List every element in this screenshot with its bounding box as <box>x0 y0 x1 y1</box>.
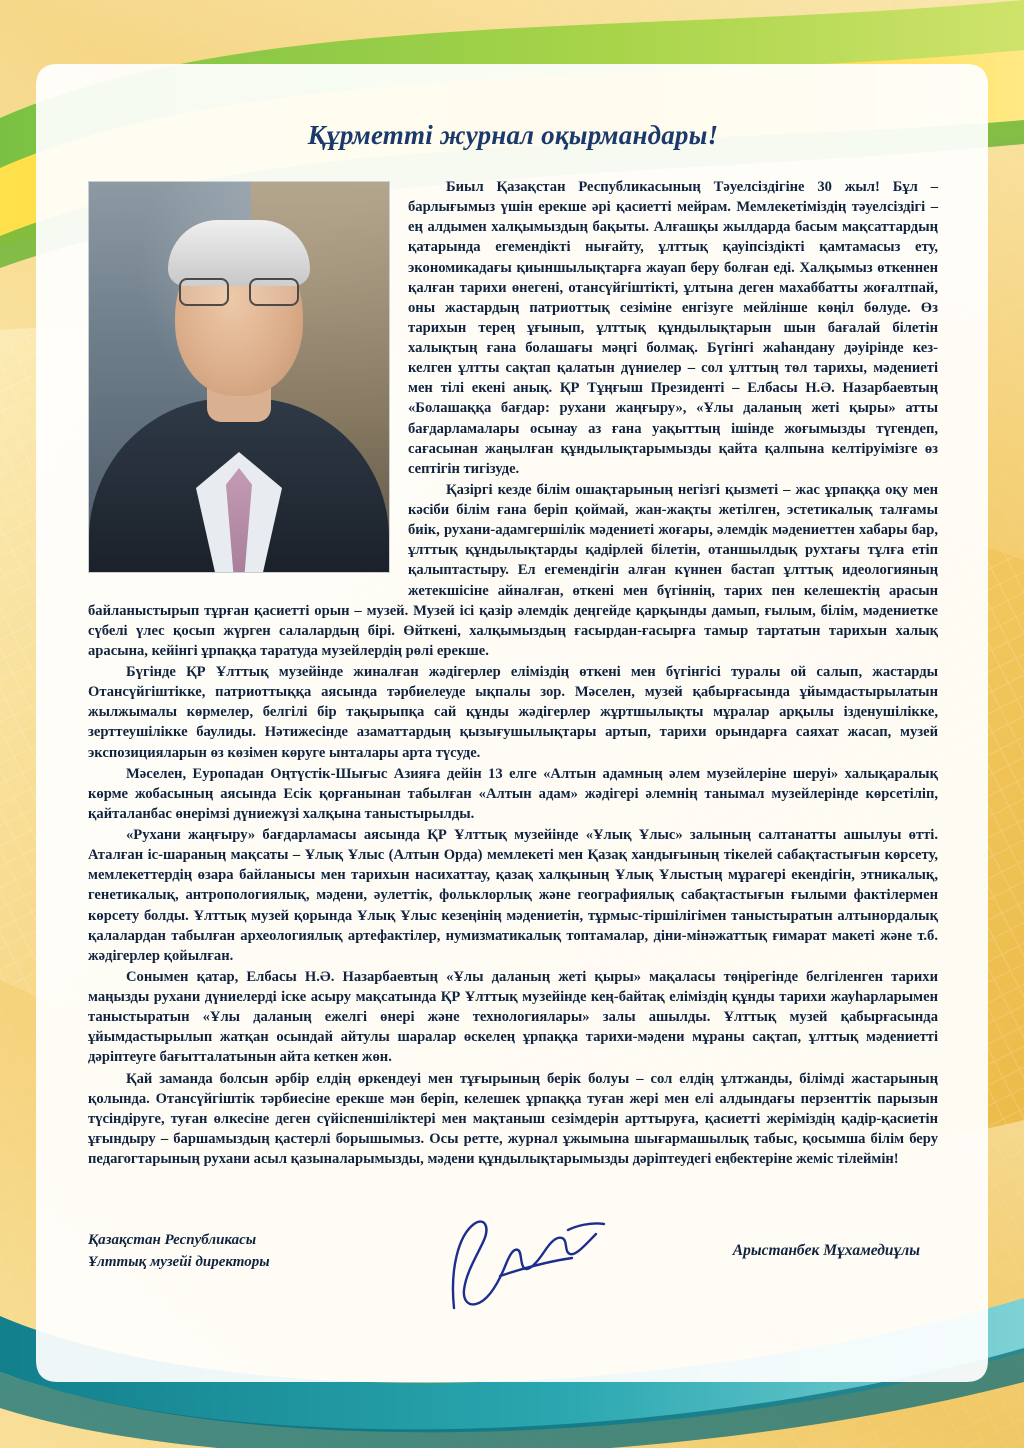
page-title: Құрметті журнал оқырмандары! <box>307 120 719 150</box>
paragraph: Бүгінде ҚР Ұлттық музейінде жиналған жәдігерлер еліміздің өткені мен бүгінгісі туралы ой салып, жастарды Отансүйгіштікке, патриоттыққа аясында тәрбиелеуде ықпалы зор. Мәселен, музей қабырғасында ұйымдастырылатын жылжымалы көрмелер, белгілі бір тақырыпқа сай құнды жәдігерлер жұртшылықты мұралар арқылы ізденушілікке, зерттеушілікке баулиды. Нәтижесінде азаматтардың қызығушылықтары артып, тарихи орындарға саяхат жасап, музей экспозицияларын өз көзімен көруге ынталары арта түсуде. <box>88 664 938 761</box>
handwritten-signature-icon <box>440 1212 620 1316</box>
paragraph: Қазіргі кезде білім ошақтарының негізгі қызметі – жас ұрпаққа оқу мен кәсіби білім ғана беріп қоймай, жан-жақты жетілген, эстетикалық талғамы биік, рухани-адамгершілік мәдениеті жоғары, әлемдік мәдениеттен хабары бар, ұлттық құндылықтарды қадірлей білетін, отаншылдық рухтағы тұлға етіп қалыптастыру. Ел егемендігін алған күннен бастап ұлттық идеологияның жетекшісіне айналған, өткені мен бүгіннің, тарих пен келешектің арасын байланыстырып тұрған қасиетті орын – музей. Музей ісі қазір әлемдік деңгейде қарқынды дамып, ғылым, білім, мәдениетке сүбелі үлес қосып жүрген салалардың бірі. Өйткені, халқымыздың ғасырдан-ғасырға тамыр тартатын тарихын халық арасына, кейінгі ұрпаққа таратуда музейлердің рөлі ерекше. <box>88 481 938 659</box>
paragraph: Мәселен, Еуропадан Оңтүстік-Шығыс Азияға дейін 13 елге «Алтын адамның әлем музейлеріне шеруі» халықаралық көрме жобасының аясында Есік қорғанынан табылған «Алтын адам» жәдігері әлемнің танымал музейлерінде көрсетіліп, қайталанбас өнерімзі дүниежүзі халқына таныстырылды. <box>88 765 938 822</box>
signatory-organization <box>88 1230 418 1274</box>
portrait-hair <box>168 220 310 286</box>
paragraph: Сонымен қатар, Елбасы Н.Ә. Назарбаевтың «Ұлы даланың жеті қыры» мақаласы төңірегінде белгіленген тарихи маңызды рухани дүниелерді іске асыру мақсатында ҚР Ұлттық музейінде кең-байтақ еліміздің құнды тарихи жауһарларымен таныстыратын «Ұлы даланың ежелгі өнері және технологиялары» залы ашылды. Ұлттық музей қабырғасында ұйымдастырылып жатқан осындай айтулы шаралар өскелең ұрпаққа тарихи-мәдени мұраны сақтап, ұлттық мәдениетті дәріптеуге бағытталатынын айта кеткен жөн. <box>88 968 938 1066</box>
paragraph: «Рухани жаңғыру» бағдарламасы аясында ҚР Ұлттық музейінде «Ұлық Ұлыс» залының салтанатты ашылуы өтті. Аталған іс-шараның мақсаты – Ұлық Ұлыс (Алтын Орда) мемлекеті мен Қазақ хандығының тікелей сабақтастығын көрсету, мемлекеттердің өзара байланысы мен тарихын насихаттау, қазақ халқының Ұлық Ұлыстың мұрагері екендігін, этникалық, генетикалық, антропологиялық, мәдени, әулеттік, фольклорлық және географиялық сабақтастығын ғылыми фактілермен көрсету болды. Ұлттық музей қорында Ұлық Ұлыс кезеңінің мәдениетін, тұрмыс-тіршілігімен таныстыратын алтынордалық қалалардан табылған археологиялық артефактілер, нумизматикалық топтамалар, діни-мінәжаттық ғимарат макеті және т.б. жәдігерлер қойылған. <box>88 827 938 964</box>
paragraph: Қай заманда болсын әрбір елдің өркендеуі мен тұғырының берік болуы – сол елдің ұлтжанды, білімді жастарының қолында. Отансүйгіштік тәрбиесіне ерекше мән беріп, келешек ұрпаққа туған жері мен елі алдындағы перзенттік парызын түсіндіруге, туған өлкесіне деген сүйіспеншіліктері мен мақтаныш сезімдерін арттыруға, қасиетті жеріміздің қадір-қасиетін ұғындыру – баршамыздың қастерлі борышымыз. Осы ретте, журнал ұжымына шығармашылық табыс, қосымша білім беру педагогтарының рухани асыл қазыналарымызды, мәдени құндылықтарымызды дәріптеудегі еңбектеріне жеміс тілеймін! <box>88 1070 938 1167</box>
portrait-glasses <box>179 278 299 304</box>
signatory-name: Арыстанбек Мұхамедиұлы <box>732 1242 920 1259</box>
author-portrait-photo <box>88 181 390 573</box>
signatory-organization-line2: Ұлттық музейі директоры <box>88 1253 270 1270</box>
paragraph: Биыл Қазақстан Республикасының Тәуелсіздігіне 30 жыл! Бұл – барлығымыз үшін ерекше әрі қасиетті мейрам. Мемлекетіміздің тәуелсіздігі – ең алдымен халқымыздың бақыты. Алғашқы жылдарда басым мақсаттардың қатарында егемендікті нығайту, ұлттық қауіпсіздікті қамтамасыз ету, экономикадағы қиыншылықтарға жауап беру болған еді. Халқымыз өткеннен қалған тарихи өнегені, отансүйгіштікті, ұлтына деген махаббатты жоғалтпай, оны жастардың патриоттық сезіміне енгізуге мейлінше көңіл бөлуде. Өз тарихын терең ұғынып, ұлттық құндылықтарын шын бағалай білетін халықтың ғана болашағы мәңгі болмақ. Бүгінгі жаһандану дәуірінде кез-келген ұлтты сақтап қалатын дүниелер – сол ұлттың төл тарихы, мәдениеті мен тілі екені анық. ҚР Тұңғыш Президенті – Елбасы Н.Ә. Назарбаевтың «Болашаққа бағдар: рухани жаңғыру», «Ұлы даланың жеті қыры» атты бағдарламалары осынау аз ғана уақыттың ішінде жоғымызды түгендеп, сағасынан жаңылған құндылықтарымызды қайта қалпына келтіруімізге өз септігін тигізуде. <box>408 179 938 477</box>
article-content <box>88 120 938 1350</box>
signature-block <box>88 1216 938 1326</box>
signatory-organization-line1: Қазақстан Республикасы <box>88 1232 257 1248</box>
